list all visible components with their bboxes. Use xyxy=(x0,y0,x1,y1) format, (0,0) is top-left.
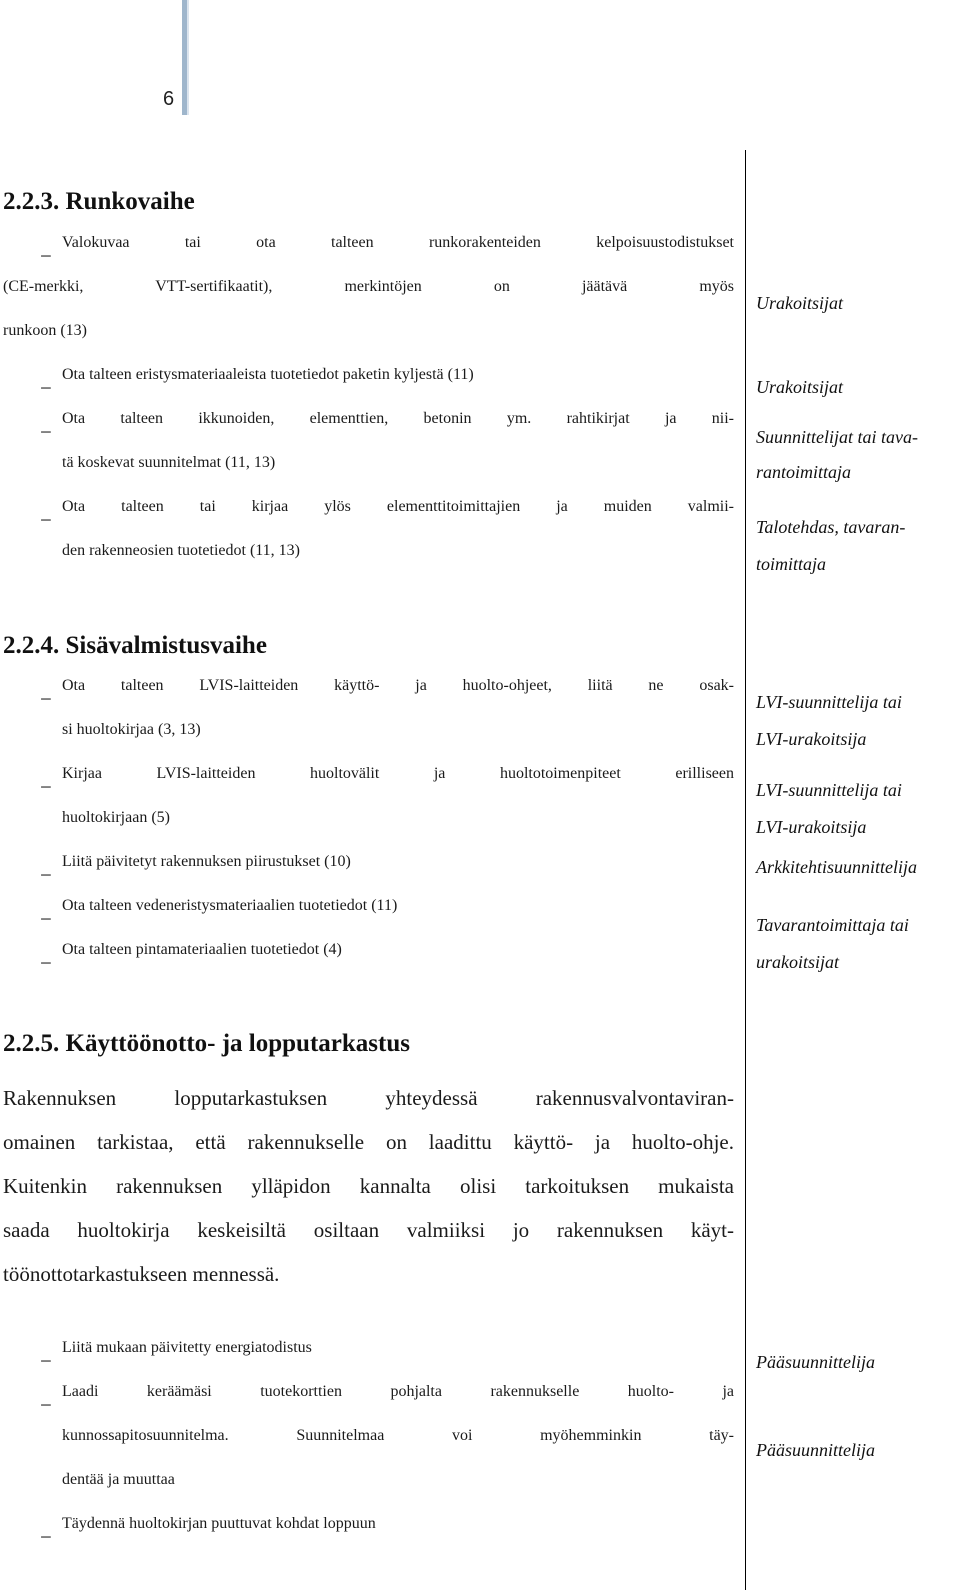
responsible-note: Urakoitsijat xyxy=(756,377,844,397)
dash-marker: − xyxy=(40,244,52,268)
section-heading-runkovaihe: 2.2.3. Runkovaihe xyxy=(3,188,195,215)
responsible-note: Suunnittelijat tai tava- xyxy=(756,427,918,447)
list-item-line: Laadi keräämäsi tuotekorttien pohjalta rakennukselle huolto- ja xyxy=(62,1383,734,1400)
list-item-line: tä koskevat suunnitelmat (11, 13) xyxy=(62,454,276,471)
responsible-note: Pääsuunnittelija xyxy=(756,1440,875,1460)
dash-marker: − xyxy=(40,951,52,975)
bullet-list-runkovaihe xyxy=(3,234,734,586)
list-item xyxy=(40,498,734,586)
list-item xyxy=(40,853,734,897)
dash-marker: − xyxy=(40,1393,52,1417)
list-item-line: dentää ja muuttaa xyxy=(62,1471,175,1488)
list-item-line: Kirjaa LVIS-laitteiden huoltovälit ja huoltotoimenpiteet erilliseen xyxy=(62,765,734,782)
responsible-note: Urakoitsijat xyxy=(756,293,844,313)
list-item xyxy=(40,677,734,765)
responsible-note: Pääsuunnittelija xyxy=(756,1352,875,1372)
dash-marker: − xyxy=(40,1349,52,1373)
responsible-note: toimittaja xyxy=(756,554,827,574)
list-item xyxy=(40,941,734,985)
list-item xyxy=(40,1383,734,1515)
list-item-line: den rakenneosien tuotetiedot (11, 13) xyxy=(62,542,300,559)
list-item-line: Liitä mukaan päivitetty energiatodistus xyxy=(62,1339,312,1356)
dash-marker: − xyxy=(40,420,52,444)
paragraph-line: Kuitenkin rakennuksen ylläpidon kannalta olisi tarkoituksen mukaista xyxy=(3,1174,734,1198)
bullet-list-kayttoonotto xyxy=(40,1339,734,1559)
responsible-note: LVI-urakoitsija xyxy=(756,817,867,837)
list-item-line: Ota talteen vedeneristysmateriaalien tuotetiedot (11) xyxy=(62,897,398,914)
dash-marker: − xyxy=(40,508,52,532)
responsible-note: Tavarantoimittaja tai xyxy=(756,915,909,935)
list-item-line: huoltokirjaan (5) xyxy=(62,809,170,826)
responsible-note: LVI-urakoitsija xyxy=(756,729,867,749)
dash-marker: − xyxy=(40,863,52,887)
list-item xyxy=(40,1339,734,1383)
responsible-note: Arkkitehtisuunnittelija xyxy=(756,857,917,877)
list-item-line: Ota talteen pintamateriaalien tuotetiedot (4) xyxy=(62,941,342,958)
list-item-line: Ota talteen eristysmateriaaleista tuotetiedot paketin kyljestä (11) xyxy=(62,366,474,383)
list-item-line: Liitä päivitetyt rakennuksen piirustukset (10) xyxy=(62,853,351,870)
column-divider xyxy=(745,150,746,1590)
paragraph-line: töönottotarkastukseen mennessä. xyxy=(3,1262,280,1286)
list-item-line: Valokuvaa tai ota talteen runkorakenteiden kelpoisuustodistukset xyxy=(62,234,734,251)
list-item-line: kunnossapitosuunnitelma. Suunnitelmaa voi myöhemminkin täy- xyxy=(62,1427,734,1444)
paragraph-line: omainen tarkistaa, että rakennukselle on laadittu käyttö- ja huolto-ohje. xyxy=(3,1130,734,1154)
dash-marker: − xyxy=(40,376,52,400)
list-item-line: si huoltokirjaa (3, 13) xyxy=(62,721,201,738)
dash-marker: − xyxy=(40,1525,52,1549)
dash-marker: − xyxy=(40,775,52,799)
header-bar-shade xyxy=(187,0,189,115)
list-item xyxy=(40,1515,734,1559)
list-item xyxy=(40,366,734,410)
dash-marker: − xyxy=(40,687,52,711)
paragraph-line: saada huoltokirja keskeisiltä osiltaan valmiiksi jo rakennuksen käyt- xyxy=(3,1218,734,1242)
section-heading-sisavalmistus: 2.2.4. Sisävalmistusvaihe xyxy=(3,632,267,659)
responsible-note: rantoimittaja xyxy=(756,462,852,482)
list-item-line: Ota talteen LVIS-laitteiden käyttö- ja huolto-ohjeet, liitä ne osak- xyxy=(62,677,734,694)
responsible-note: urakoitsijat xyxy=(756,952,840,972)
page-number: 6 xyxy=(163,88,175,110)
dash-marker: − xyxy=(40,907,52,931)
list-item xyxy=(3,234,734,366)
paragraph-line: Rakennuksen lopputarkastuksen yhteydessä rakennusvalvontaviran- xyxy=(3,1086,734,1110)
section-heading-kayttoonotto: 2.2.5. Käyttöönotto- ja lopputarkastus xyxy=(3,1030,410,1057)
list-item xyxy=(40,765,734,853)
responsible-note: LVI-suunnittelija tai xyxy=(756,780,902,800)
body-paragraph xyxy=(3,1076,734,1296)
list-item-line: (CE-merkki, VTT-sertifikaatit), merkintöjen on jäätävä myös xyxy=(3,278,734,295)
list-item xyxy=(40,410,734,498)
list-item-line: Ota talteen ikkunoiden, elementtien, betonin ym. rahtikirjat ja nii- xyxy=(62,410,734,427)
list-item-line: runkoon (13) xyxy=(3,322,87,339)
list-item-line: Ota talteen tai kirjaa ylös elementtitoimittajien ja muiden valmii- xyxy=(62,498,734,515)
bullet-list-sisavalmistus xyxy=(40,677,734,985)
responsible-note: LVI-suunnittelija tai xyxy=(756,692,902,712)
responsible-note: Talotehdas, tavaran- xyxy=(756,517,906,537)
list-item-line: Täydennä huoltokirjan puuttuvat kohdat loppuun xyxy=(62,1515,376,1532)
list-item xyxy=(40,897,734,941)
